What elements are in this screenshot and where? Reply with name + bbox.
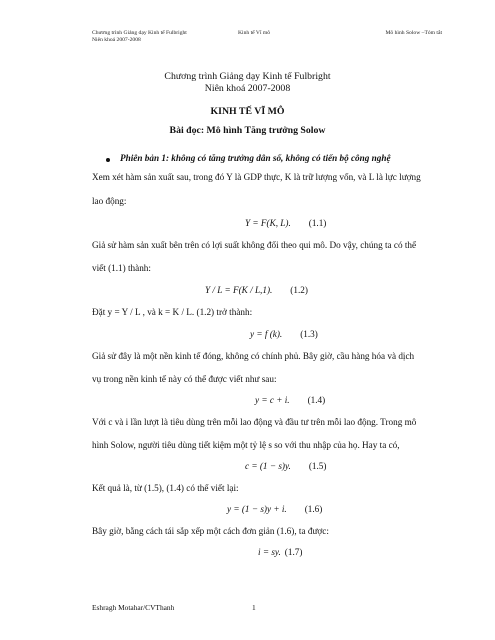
header-program: Chương trình Giảng dạy Kinh tế Fulbright — [92, 30, 187, 36]
header-year: Niên khoá 2007-2008 — [92, 37, 141, 43]
equation-number: (1.7) — [284, 547, 303, 557]
bullet-icon — [106, 158, 110, 162]
equation-expression: y = c + i. — [255, 395, 290, 405]
header-topic: Mô hình Solow –Tóm tắt — [385, 30, 442, 36]
paragraph-6: Kết quả là, từ (1.5), (1.4) có thể viết lại: — [92, 483, 239, 493]
equation-1-4 — [255, 395, 325, 406]
paragraph-7: Bây giờ, bằng cách tái sắp xếp một cách đơn giản (1.6), ta được: — [92, 526, 329, 536]
paragraph-1-line-2: lao động: — [92, 196, 127, 206]
equation-expression: c = (1 − s)y. — [245, 461, 291, 471]
footer-page-number: 1 — [252, 603, 256, 612]
equation-number: (1.2) — [290, 285, 308, 295]
header-course: Kinh tế Vĩ mô — [238, 30, 271, 36]
title-reading: Bài đọc: Mô hình Tăng trưởng Solow — [169, 125, 326, 136]
footer-author: Eshragh Motahar/CVThanh — [92, 603, 175, 612]
paragraph-1-line-1: Xem xét hàm sản xuất sau, trong đó Y là GDP thực, K là trữ lượng vốn, và L là lực lượng — [92, 172, 421, 182]
equation-1-3 — [250, 329, 318, 340]
section-heading: Phiên bản 1: không có tăng trưởng dân số, không có tiến bộ công nghệ — [120, 153, 391, 163]
paragraph-5-line-1: Với c và i lần lượt là tiêu dùng trên mỗi lao động và đầu tư trên mỗi lao động. Trong mô — [92, 417, 417, 427]
header-left — [92, 30, 187, 44]
paragraph-5-line-2: hình Solow, người tiêu dùng tiết kiệm một tỷ lệ s so với thu nhập của họ. Hay ta có, — [92, 440, 400, 450]
paragraph-2-line-2: viết (1.1) thành: — [92, 263, 151, 273]
equation-1-1 — [245, 218, 326, 229]
equation-number: (1.6) — [304, 504, 323, 514]
equation-number: (1.1) — [308, 218, 327, 228]
equation-expression: y = f (k). — [250, 329, 283, 339]
paragraph-3: Đặt y = Y / L , và k = K / L. (1.2) trở thành: — [92, 307, 253, 317]
equation-1-2 — [205, 285, 308, 296]
equation-number: (1.4) — [307, 395, 326, 405]
paragraph-4-line-1: Giả sử đây là một nền kinh tế đóng, không có chính phủ. Bây giờ, cầu hàng hóa và dịch — [92, 351, 415, 361]
paragraph-2-line-1: Giả sử hàm sản xuất bên trên có lợi suất không đổi theo qui mô. Do vậy, chúng ta có thể — [92, 240, 417, 250]
equation-expression: i = sy. — [258, 547, 281, 557]
title-program: Chương trình Giảng dạy Kinh tế Fulbright — [164, 71, 331, 82]
equation-1-5 — [245, 461, 326, 472]
title-year: Niên khoá 2007-2008 — [204, 83, 291, 94]
paragraph-4-line-2: vụ trong nền kinh tế này có thể được viết như sau: — [92, 374, 277, 384]
equation-expression: Y = F(K, L). — [245, 218, 291, 228]
equation-expression: Y / L = F(K / L,1). — [205, 285, 273, 295]
title-course: KINH TẾ VĨ MÔ — [210, 106, 285, 117]
equation-1-6 — [227, 504, 322, 515]
equation-number: (1.5) — [308, 461, 327, 471]
equation-expression: y = (1 − s)y + i. — [227, 504, 287, 514]
equation-number: (1.3) — [300, 329, 318, 339]
equation-1-7 — [258, 547, 302, 558]
